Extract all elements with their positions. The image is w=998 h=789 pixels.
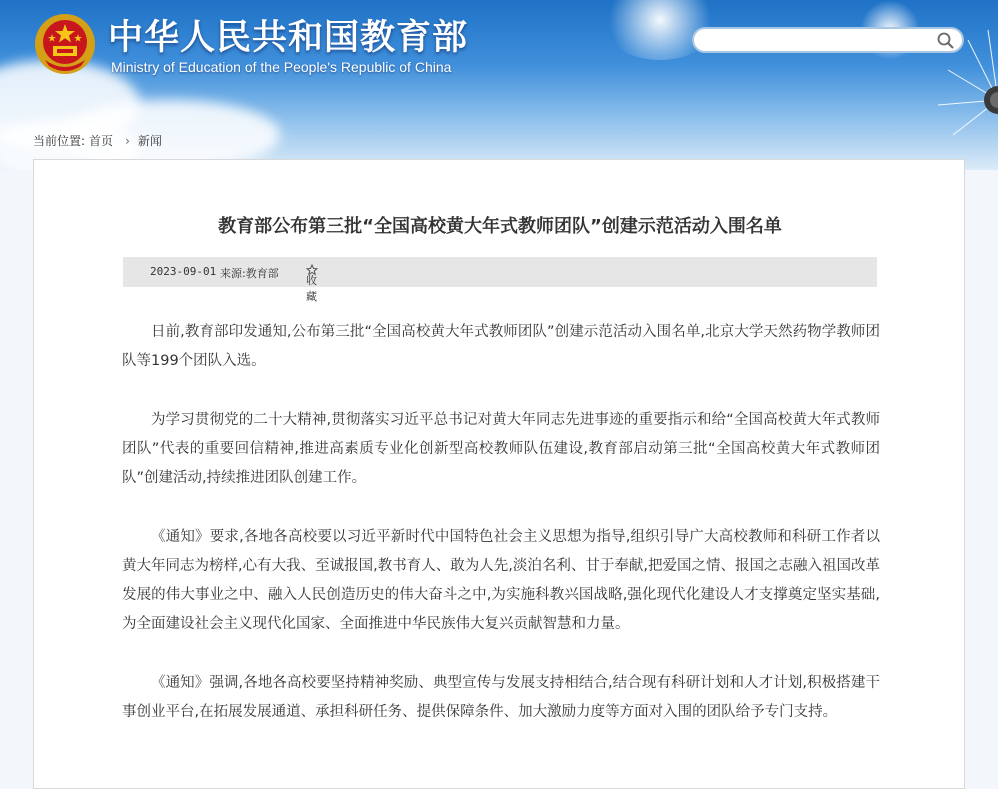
site-title: 中华人民共和国教育部 xyxy=(108,18,469,58)
breadcrumb-current[interactable]: 新闻 xyxy=(137,134,162,148)
article-paragraph: 《通知》强调,各地各高校要坚持精神奖励、典型宣传与发展支持相结合,结合现有科研计划和人才计划,积极搭建干事创业平台,在拓展发展通道、承担科研任务、提供保障条件、加大激励力度等方面对入围的团队给予专门支持。 xyxy=(122,675,880,720)
article-body xyxy=(122,318,880,757)
site-subtitle: Ministry of Education of the People's Republic of China xyxy=(111,59,452,75)
breadcrumb-home-link[interactable]: 首页 xyxy=(89,134,114,148)
article-source: 来源:教育部 xyxy=(220,267,279,280)
article-title: 教育部公布第三批“全国高校黄大年式教师团队”创建示范活动入围名单 xyxy=(218,216,782,237)
article-paragraph: 《通知》要求,各地各高校要以习近平新时代中国特色社会主义思想为指导,组织引导广大高校教师和科研工作者以黄大年同志为榜样,心有大我、至诚报国,教书育人、敢为人先,淡泊名利、甘于奉献,把爱国之情、报国之志融入祖国改革发展的伟大事业之中、融入人民创造历史的伟大奋斗之中,为实施科教兴国战略,强化现代化建设人才支撑奠定坚实基础,为全面建设社会主义现代化国家、全面推进中华民族伟大复兴贡献智慧和力量。 xyxy=(122,529,880,632)
favorite-button[interactable] xyxy=(306,264,320,303)
breadcrumb-label: 当前位置: xyxy=(33,134,86,148)
favorite-label: 收藏 xyxy=(306,274,317,303)
search-icon[interactable] xyxy=(936,31,956,51)
article-paragraph: 日前,教育部印发通知,公布第三批“全国高校黄大年式教师团队”创建示范活动入围名单,北京大学天然药物学教师团队等199个团队入选。 xyxy=(122,324,880,369)
search-box xyxy=(692,27,964,53)
breadcrumb-separator: › xyxy=(125,134,130,148)
article-date: 2023-09-01 xyxy=(150,265,217,278)
article-container xyxy=(33,159,965,789)
breadcrumb xyxy=(33,132,166,149)
article-meta-bar xyxy=(123,257,877,303)
article-paragraph: 为学习贯彻党的二十大精神,贯彻落实习近平总书记对黄大年同志先进事迹的重要指示和给“全国高校黄大年式教师团队”代表的重要回信精神,推进高素质专业化创新型高校教师队伍建设,教育部启动第三批“全国高校黄大年式教师团队”创建活动,持续推进团队创建工作。 xyxy=(122,412,880,486)
search-input[interactable] xyxy=(704,32,928,50)
national-emblem-icon xyxy=(33,12,97,76)
